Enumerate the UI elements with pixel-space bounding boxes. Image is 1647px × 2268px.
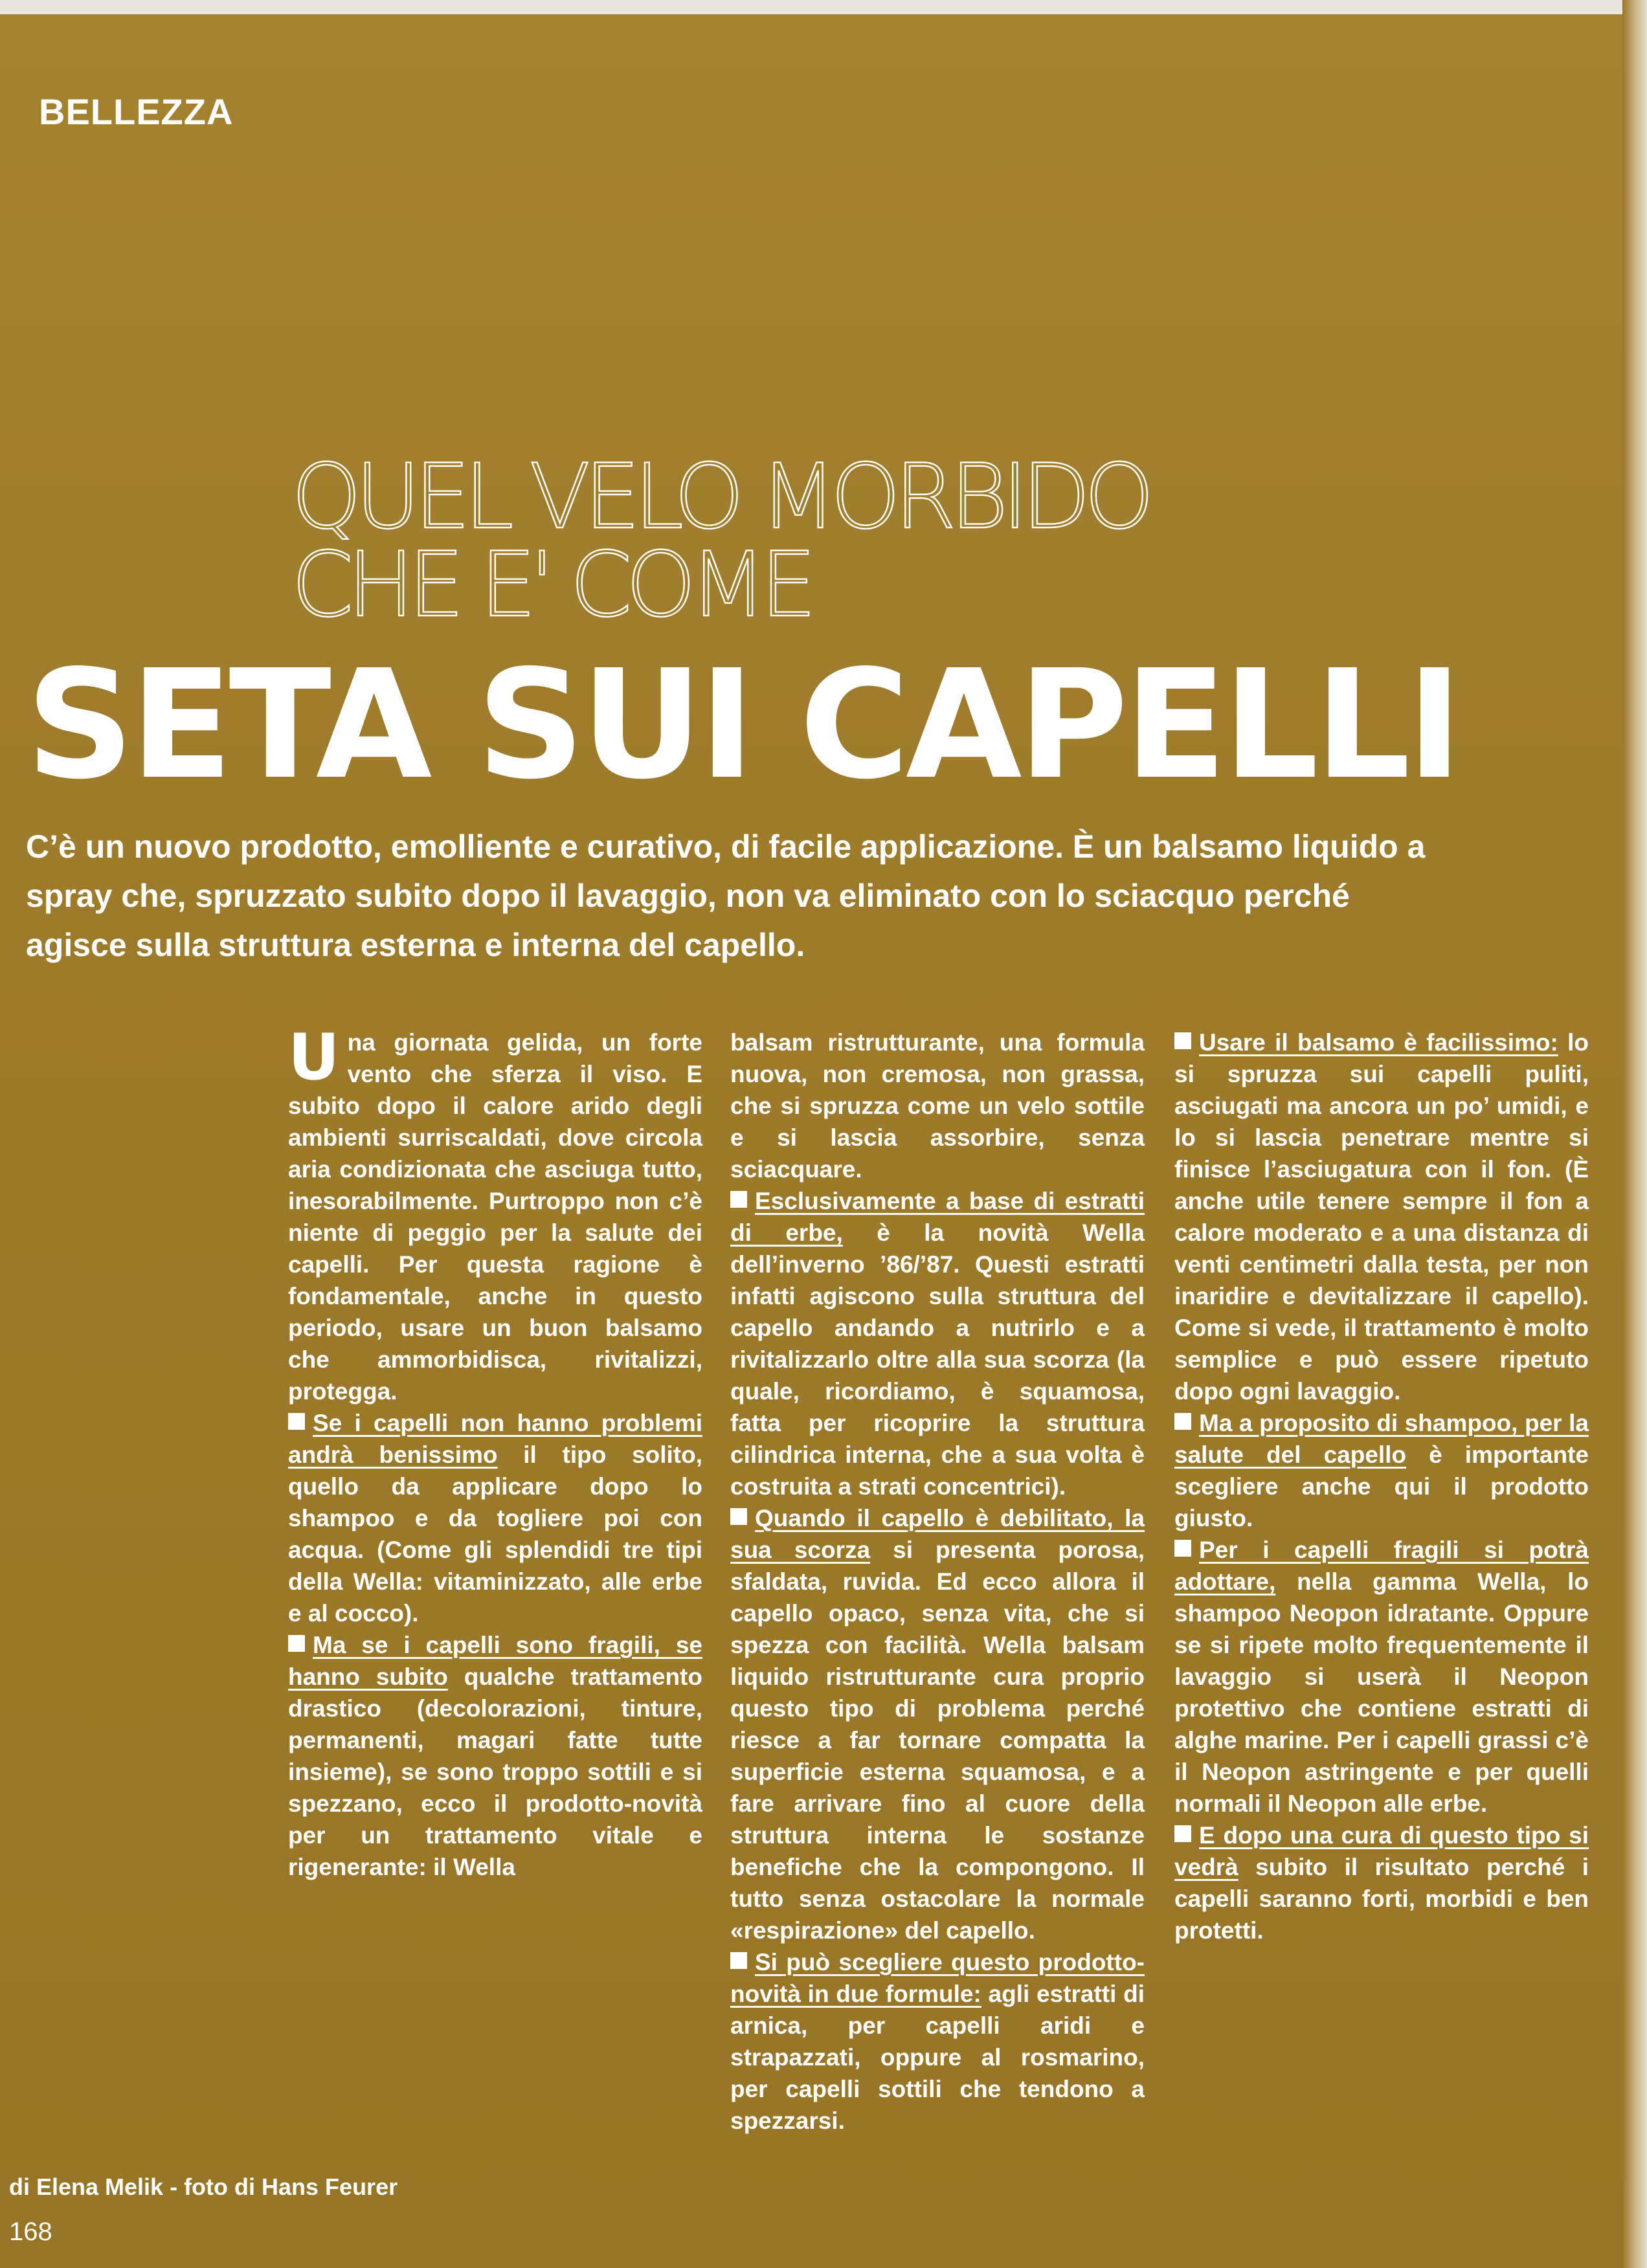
- square-bullet-icon: [1174, 1413, 1191, 1430]
- paragraph-text: lo si spruzza sui capelli puliti, asciugati ma ancora un po’ umidi, e lo si lascia penetrare mentre si finisce l’asciugatura con il fon. (È anche utile tenere sempre il fon a calore moderato e a una distanza di venti centimetri dalla testa, per non inaridire e devitalizzare il capello). Come si vede, il trattamento è molto semplice e può essere ripetuto dopo ogni lavaggio.: [1174, 1029, 1589, 1405]
- paragraph-lead: Ma a proposito di shampoo, per la salute del capello: [1174, 1410, 1589, 1468]
- kicker: [291, 445, 1148, 637]
- paragraph: [1174, 1819, 1589, 1946]
- square-bullet-icon: [730, 1508, 747, 1525]
- paragraph: [730, 1946, 1145, 2137]
- paragraph: [288, 1629, 702, 1883]
- paragraph: [288, 1407, 702, 1629]
- kicker-line-2: CHE E' COME: [291, 533, 811, 637]
- article-column-3: [1174, 1027, 1589, 1946]
- square-bullet-icon: [1174, 1825, 1191, 1842]
- square-bullet-icon: [730, 1952, 747, 1969]
- paragraph-text: si presenta porosa, sfaldata, ruvida. Ed ecco allora il capello opaco, senza vita, che si spezza con facilità. Wella balsam liquido ristrutturante cura proprio questo tipo di problema perché riesce a far tornare compatta la superficie esterna squamosa, e a fare arrivare fino al cuore della struttura interna le sostanze benefiche che la compongono. Il tutto senza ostacolare la normale «respirazione» del capello.: [730, 1537, 1145, 1944]
- headline: SETA SUI CAPELLI: [26, 638, 1459, 812]
- paragraph: [288, 1021, 702, 1407]
- paragraph: [1174, 1407, 1589, 1534]
- page-binding-edge: [1622, 0, 1647, 2268]
- paper-top-edge: [0, 0, 1647, 14]
- paragraph-lead: Si può scegliere questo prodotto-novità in due formule:: [730, 1949, 1145, 2007]
- square-bullet-icon: [288, 1635, 305, 1652]
- paragraph-text: nella gamma Wella, lo shampoo Neopon idratante. Oppure se si ripete molto frequentemente il lavaggio si userà il Neopon protettivo che contiene estratti di alghe marine. Per i capelli grassi c’è il Neopon astringente e per quelli normali il Neopon alle erbe.: [1174, 1568, 1589, 1817]
- intro-paragraph: C’è un nuovo prodotto, emolliente e curativo, di facile applicazione. È un balsamo liquido a spray che, spruzzato subito dopo il lavaggio, non va eliminato con lo sciacquo perché agisce sulla struttura esterna e interna del capello.: [26, 828, 1426, 963]
- article-column-1: [288, 1021, 702, 1883]
- drop-cap: U: [288, 1021, 340, 1095]
- square-bullet-icon: [288, 1413, 305, 1430]
- square-bullet-icon: [730, 1191, 747, 1208]
- byline-credit: di Elena Melik - foto di Hans Feurer: [9, 2174, 398, 2200]
- paragraph-text: agli estratti di arnica, per capelli aridi e strapazzati, oppure al rosmarino, per capelli sottili che tendono a spezzarsi.: [730, 1981, 1145, 2134]
- paragraph: [1174, 1534, 1589, 1819]
- paragraph-text: è la novità Wella dell’inverno ’86/’87. Questi estratti infatti agiscono sulla struttura del capello andando a nutrirlo e a rivitalizzarlo oltre alla sua scorza (la quale, ricordiamo, è squamosa, fatta per ricoprire la struttura cilindrica interna, che a sua volta è costruita a strati concentrici).: [730, 1219, 1145, 1500]
- paragraph: [730, 1502, 1145, 1946]
- article-column-2: [730, 1027, 1145, 2137]
- paragraph-lead: Usare il balsamo è facilissimo:: [1199, 1029, 1558, 1056]
- square-bullet-icon: [1174, 1540, 1191, 1557]
- paragraph: [730, 1185, 1145, 1502]
- paragraph-text: subito il risultato perché i capelli saranno forti, morbidi e ben protetti.: [1174, 1854, 1589, 1944]
- paragraph: [1174, 1027, 1589, 1407]
- paragraph-lead: Quando il capello è debilitato, la sua scorza: [730, 1505, 1145, 1563]
- square-bullet-icon: [1174, 1032, 1191, 1049]
- kicker-line-1: QUEL VELO MORBIDO: [291, 445, 1148, 549]
- paragraph-text: na giornata gelida, un forte vento che sferza il viso. E subito dopo il calore arido degli ambienti surriscaldati, dove circola aria condizionata che asciuga tutto, inesorabilmente. Purtroppo non c’è niente di peggio per la salute dei capelli. Per questa ragione è fondamentale, anche in questo periodo, usare un buon balsamo che ammorbidisca, rivitalizzi, protegga.: [288, 1029, 702, 1405]
- page-number: 168: [9, 2218, 52, 2246]
- paragraph-text: il tipo solito, quello da applicare dopo lo shampoo e da togliere poi con acqua. (Come gli splendidi tre tipi della Wella: vitaminizzato, alle erbe e al cocco).: [288, 1441, 702, 1627]
- paragraph-text: è importante scegliere anche qui il prodotto giusto.: [1174, 1441, 1589, 1531]
- paragraph: balsam ristrutturante, una formula nuova, non cremosa, non grassa, che si spruzza come un velo sottile e si lascia assorbire, senza sciacquare.: [730, 1029, 1145, 1183]
- paragraph-lead: Se i capelli non hanno problemi andrà benissimo: [288, 1410, 702, 1468]
- paragraph-lead: Esclusivamente a base di estratti di erbe,: [730, 1188, 1145, 1246]
- paragraph-lead: Ma se i capelli sono fragili, se hanno subito: [288, 1632, 702, 1690]
- paragraph-lead: Per i capelli fragili si potrà adottare,: [1174, 1537, 1589, 1595]
- paragraph-text: qualche trattamento drastico (decolorazioni, tinture, permanenti, magari fatte tutte insieme), se sono troppo sottili e si spezzano, ecco il prodotto-novità per un trattamento vitale e rigenerante: il Wella: [288, 1663, 702, 1880]
- paragraph-lead: E dopo una cura di questo tipo si vedrà: [1174, 1822, 1589, 1880]
- section-label: BELLEZZA: [39, 91, 234, 132]
